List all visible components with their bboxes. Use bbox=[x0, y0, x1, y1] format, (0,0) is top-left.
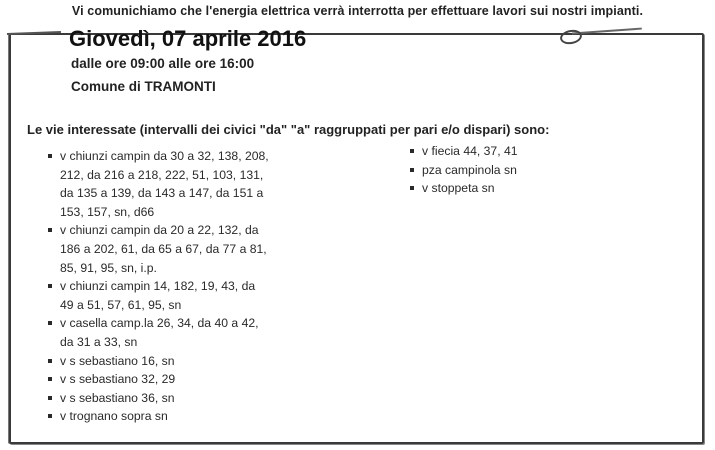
outage-date: Giovedì, 07 aprile 2016 bbox=[69, 26, 307, 51]
street-line: v s sebastiano 16, sn bbox=[60, 353, 175, 368]
street-line: v casella camp.la 26, 34, da 40 a 42, bbox=[60, 316, 259, 331]
street-item bbox=[48, 221, 348, 277]
street-item bbox=[48, 389, 348, 408]
street-line: pza campinola sn bbox=[422, 162, 517, 177]
bullet-icon bbox=[48, 321, 52, 325]
street-item bbox=[48, 352, 348, 371]
bullet-icon bbox=[48, 154, 52, 158]
street-item bbox=[48, 407, 348, 426]
street-line: da 135 a 139, da 143 a 147, da 151 a bbox=[60, 186, 264, 201]
street-line: v fiecia 44, 37, 41 bbox=[422, 144, 518, 158]
comune-name: Comune di TRAMONTI bbox=[71, 79, 216, 94]
street-line: v chiunzi campin 14, 182, 19, 43, da bbox=[60, 279, 256, 294]
street-line: 186 a 202, 61, da 65 a 67, da 77 a 81, bbox=[60, 241, 267, 256]
street-line: 153, 157, sn, d66 bbox=[60, 204, 155, 219]
bullet-icon bbox=[48, 414, 52, 418]
street-item bbox=[48, 147, 348, 221]
street-line: 85, 91, 95, sn, i.p. bbox=[60, 260, 157, 275]
street-line: v s sebastiano 32, 29 bbox=[60, 372, 176, 387]
bullet-icon bbox=[410, 168, 414, 172]
street-line: v trognano sopra sn bbox=[60, 409, 168, 424]
bullet-icon bbox=[48, 228, 52, 232]
bullet-icon bbox=[48, 377, 52, 381]
bullet-icon bbox=[48, 359, 52, 363]
bullet-icon bbox=[410, 149, 414, 153]
streets-intro: Le vie interessate (intervalli dei civici "da" "a" raggruppati per pari e/o dispari) sono: bbox=[27, 122, 550, 137]
bullet-icon bbox=[48, 396, 52, 400]
street-item bbox=[48, 314, 348, 351]
bullet-icon bbox=[48, 284, 52, 288]
street-line: 49 a 51, 57, 61, 95, sn bbox=[60, 297, 182, 312]
street-item bbox=[410, 161, 610, 180]
street-line: v stoppeta sn bbox=[422, 181, 495, 196]
street-item bbox=[410, 179, 610, 198]
street-item bbox=[48, 277, 348, 314]
street-line: 212, da 216 a 218, 222, 51, 103, 131, bbox=[60, 167, 264, 182]
street-line: v s sebastiano 36, sn bbox=[60, 390, 175, 405]
street-line: da 31 a 33, sn bbox=[60, 334, 138, 349]
notice-headline: Vi comunichiamo che l'energia elettrica verrà interrotta per effettuare lavori sui nostri impianti. bbox=[71, 4, 644, 18]
street-item bbox=[48, 370, 348, 389]
streets-list-left bbox=[48, 147, 348, 426]
street-line: v chiunzi campin da 20 a 22, 132, da bbox=[60, 223, 259, 238]
outage-hours: dalle ore 09:00 alle ore 16:00 bbox=[71, 56, 255, 71]
street-item bbox=[410, 142, 610, 161]
street-line: v chiunzi campin da 30 a 32, 138, 208, bbox=[60, 149, 269, 163]
streets-list-right bbox=[410, 142, 610, 198]
bullet-icon bbox=[410, 186, 414, 190]
